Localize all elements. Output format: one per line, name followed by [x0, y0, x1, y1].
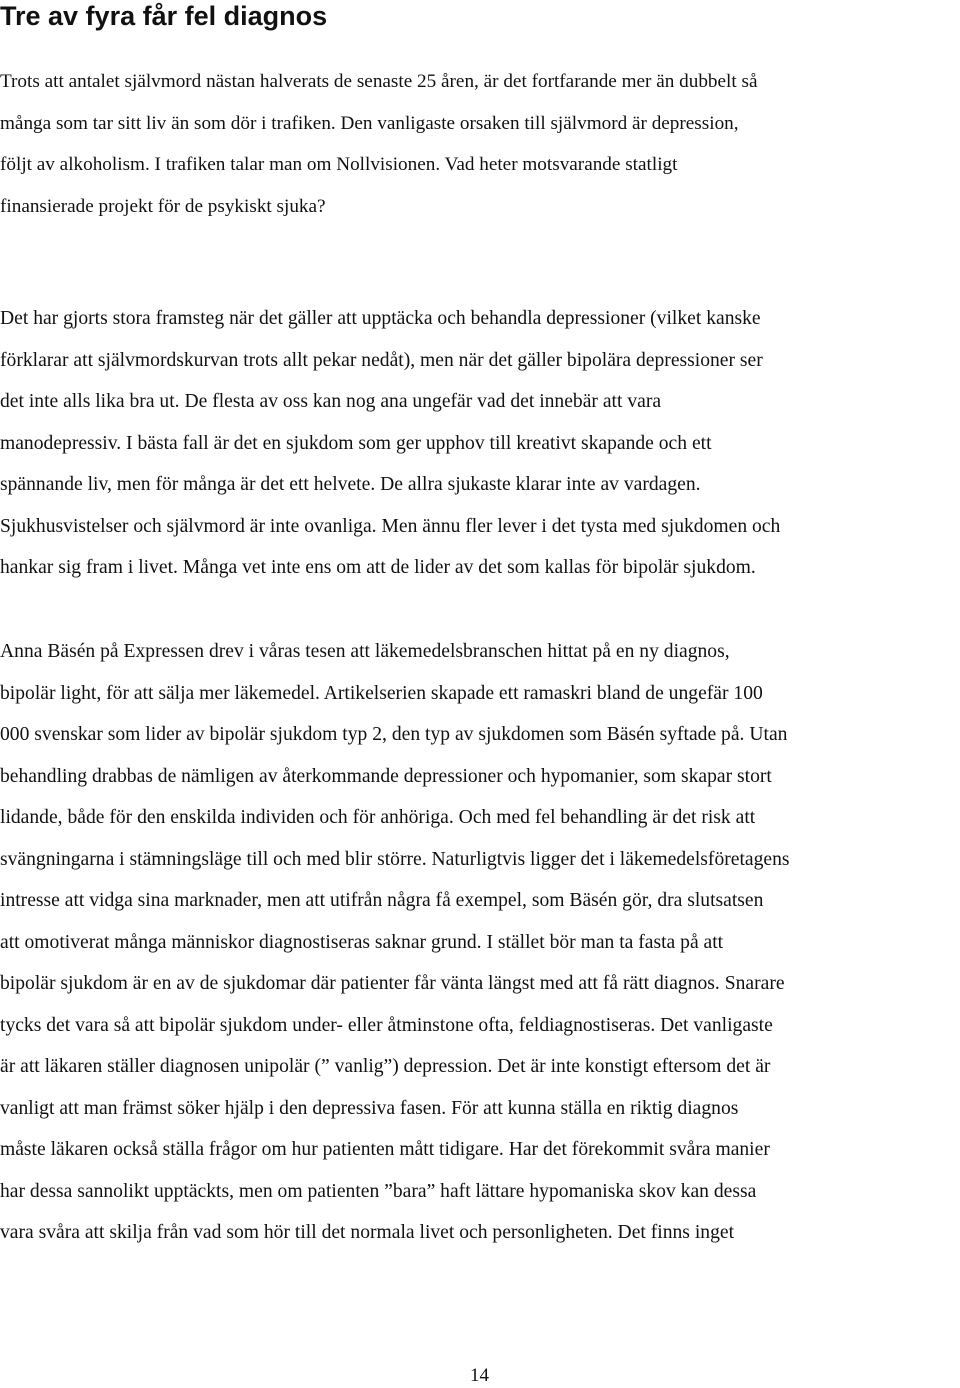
text-line: Sjukhusvistelser och självmord är inte ovanliga. Men ännu fler lever i det tysta med sjukdomen och — [0, 515, 781, 537]
text-line: att omotiverat många människor diagnostiseras saknar grund. I stället bör man ta fasta på att — [0, 931, 724, 953]
text-line: lidande, både för den enskilda individen och för anhöriga. Och med fel behandling är det risk att — [0, 807, 756, 828]
text-line: spännande liv, men för många är det ett helvete. De allra sjukaste klarar inte av vardagen. — [0, 474, 701, 495]
page-title: Tre av fyra får fel diagnos — [0, 1, 328, 31]
text-line: har dessa sannolikt upptäckts, men om patienten ”bara” haft lättare hypomaniska skov kan dessa — [0, 1180, 757, 1202]
text-line: Anna Bäsén på Expressen drev i våras tesen att läkemedelsbranschen hittat på en ny diagnos, — [0, 641, 730, 662]
paragraph-1 — [0, 61, 956, 227]
text-line: många som tar sitt liv än som dör i trafiken. Den vanligaste orsaken till självmord är depression, — [0, 112, 739, 134]
text-line: svängningarna i stämningsläge till och med blir större. Naturligtvis ligger det i läkemedelsföretagens — [0, 848, 790, 870]
text-line: måste läkaren också ställa frågor om hur patienten mått tidigare. Har det förekommit svåra manier — [0, 1139, 770, 1160]
paragraph-2 — [0, 298, 956, 589]
text-line: behandling drabbas de nämligen av återkommande depressioner och hypomanier, som skapar stort — [0, 765, 772, 787]
text-line: vara svåra att skilja från vad som hör till det normala livet och personligheten. Det finns inget — [0, 1222, 735, 1243]
paragraph-3 — [0, 631, 956, 1254]
text-line: vanligt att man främst söker hjälp i den depressiva fasen. För att kunna ställa en riktig diagnos — [0, 1097, 739, 1119]
text-line: manodepressiv. I bästa fall är det en sjukdom som ger upphov till kreativt skapande och ett — [0, 432, 712, 454]
text-line: tycks det vara så att bipolär sjukdom under- eller åtminstone ofta, feldiagnostiseras. Det vanligaste — [0, 1014, 773, 1036]
text-line: Det har gjorts stora framsteg när det gäller att upptäcka och behandla depressioner (vilket kanske — [0, 308, 761, 329]
text-line: intresse att vidga sina marknader, men att utifrån några få exempel, som Bäsén gör, dra slutsatsen — [0, 890, 764, 911]
page-number: 14 — [470, 1365, 489, 1386]
text-line: finansierade projekt för de psykiskt sjuka? — [0, 195, 326, 217]
text-line: följt av alkoholism. I trafiken talar man om Nollvisionen. Vad heter motsvarande statligt — [0, 154, 678, 175]
text-line: det inte alls lika bra ut. De flesta av oss kan nog ana ungefär vad det innebär att vara — [0, 391, 662, 412]
text-line: förklarar att självmordskurvan trots allt pekar nedåt), men när det gäller bipolära depressioner ser — [0, 349, 763, 371]
text-line: 000 svenskar som lider av bipolär sjukdom typ 2, den typ av sjukdomen som Bäsén syftade på. Utan — [0, 724, 788, 745]
text-line: hankar sig fram i livet. Många vet inte ens om att de lider av det som kallas för bipolär sjukdom. — [0, 557, 756, 578]
text-line: är att läkaren ställer diagnosen unipolär (” vanlig”) depression. Det är inte konstigt eftersom det är — [0, 1056, 771, 1077]
text-line: Trots att antalet självmord nästan halverats de senaste 25 åren, är det fortfarande mer än dubbelt så — [0, 71, 758, 92]
text-line: bipolär light, för att sälja mer läkemedel. Artikelserien skapade ett ramaskri bland de ungefär 100 — [0, 682, 763, 704]
text-line: bipolär sjukdom är en av de sjukdomar där patienter får vänta längst med att få rätt diagnos. Snarare — [0, 973, 785, 994]
